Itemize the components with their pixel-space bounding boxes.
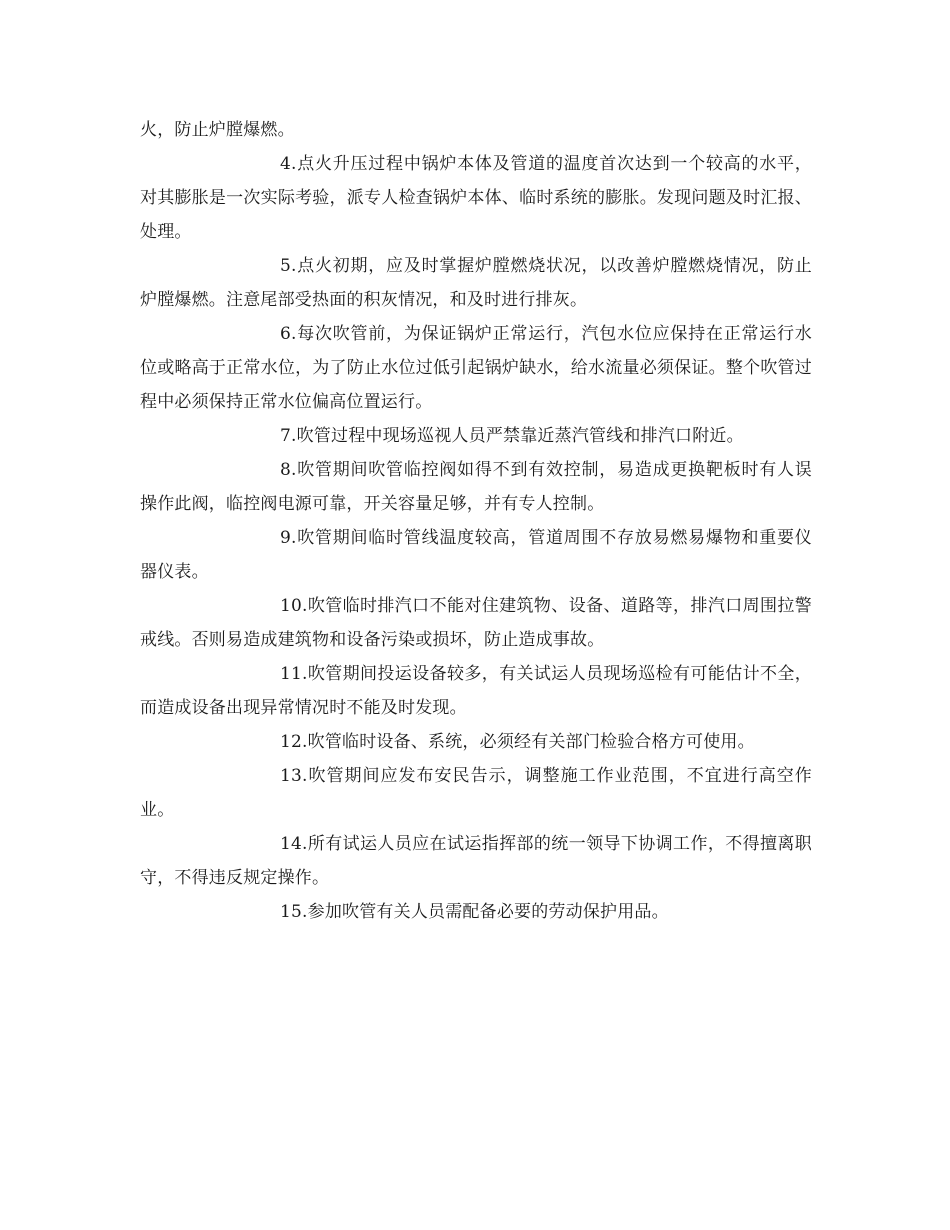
paragraph-continuation: 火，防止炉膛爆燃。 [140,120,295,140]
paragraph-item-15: 15.参加吹管有关人员需配备必要的劳动保护用品。 [280,902,669,922]
paragraph-item-8: 8.吹管期间吹管临控阀如得不到有效控制，易造成更换靶板时有人误操作此阀，临控阀电源可靠，开关容量足够，并有专人控制。 [140,460,812,514]
paragraph-item-10: 10.吹管临时排汽口不能对住建筑物、设备、道路等，排汽口周围拉警戒线。否则易造成建筑物和设备污染或损坏，防止造成事故。 [140,596,812,650]
paragraph-item-11: 11.吹管期间投运设备较多，有关试运人员现场巡检有可能估计不全，而造成设备出现异常情况时不能及时发现。 [140,664,812,718]
paragraph-item-12: 12.吹管临时设备、系统，必须经有关部门检验合格方可使用。 [280,732,755,752]
paragraph-item-6: 6.每次吹管前，为保证锅炉正常运行，汽包水位应保持在正常运行水位或略高于正常水位，为了防止水位过低引起锅炉缺水，给水流量必须保证。整个吹管过程中必须保持正常水位偏高位置运行。 [140,324,812,412]
paragraph-item-5: 5.点火初期，应及时掌握炉膛燃烧状况，以改善炉膛燃烧情况，防止炉膛爆燃。注意尾部受热面的积灰情况，和及时进行排灰。 [140,256,812,310]
document-page [140,113,812,929]
paragraph-item-9: 9.吹管期间临时管线温度较高，管道周围不存放易燃易爆物和重要仪器仪表。 [140,528,812,582]
paragraph-item-13: 13.吹管期间应发布安民告示，调整施工作业范围，不宜进行高空作业。 [140,766,812,820]
paragraph-item-4: 4.点火升压过程中锅炉本体及管道的温度首次达到一个较高的水平，对其膨胀是一次实际考验，派专人检查锅炉本体、临时系统的膨胀。发现问题及时汇报、处理。 [140,154,812,242]
paragraph-item-14: 14.所有试运人员应在试运指挥部的统一领导下协调工作，不得擅离职守，不得违反规定操作。 [140,834,812,888]
paragraph-item-7: 7.吹管过程中现场巡视人员严禁靠近蒸汽管线和排汽口附近。 [280,426,744,446]
